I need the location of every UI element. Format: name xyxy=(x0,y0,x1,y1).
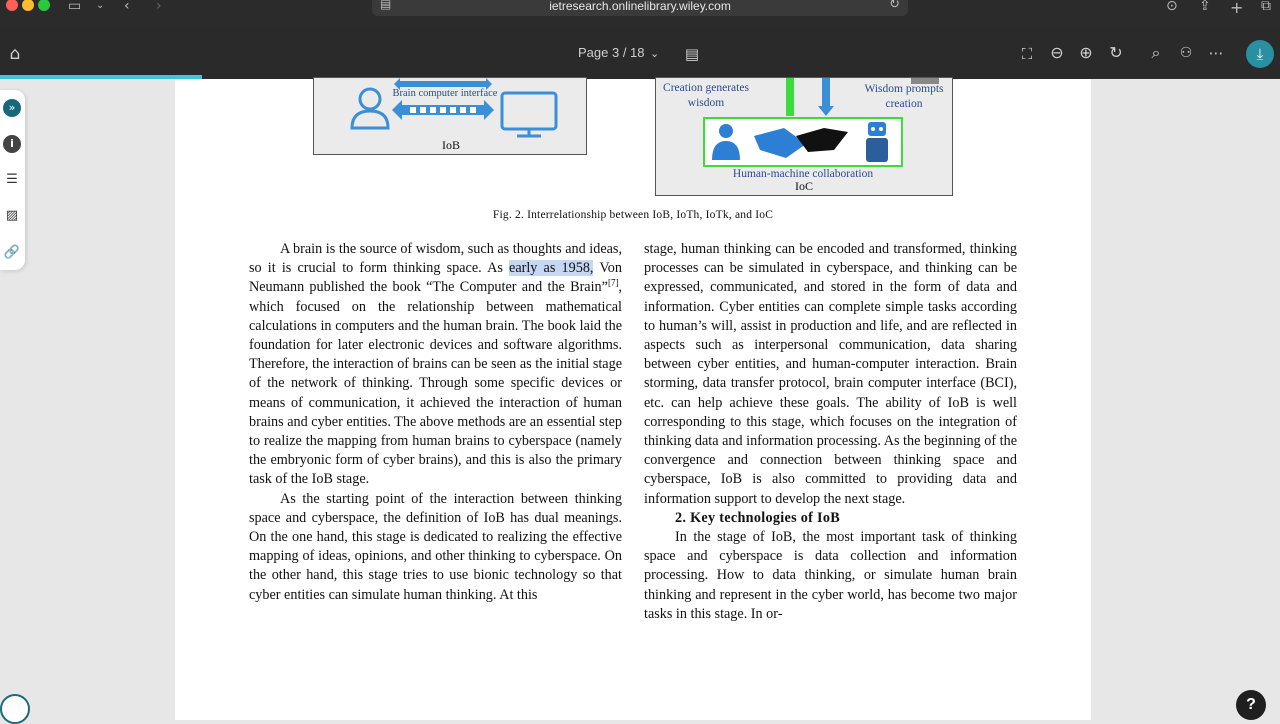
page-indicator[interactable]: Page 3 / 18 xyxy=(578,45,645,60)
search-icon[interactable]: ⌕ xyxy=(1151,43,1161,62)
tab-overview-icon[interactable]: ⧉ xyxy=(1261,0,1271,14)
left-text-column xyxy=(249,240,622,605)
pdf-page xyxy=(175,79,1091,720)
reading-progress-bar xyxy=(0,75,202,79)
highlighted-text[interactable]: early as 1958, xyxy=(509,260,594,277)
figure-wisdom-label xyxy=(854,82,954,112)
close-window-button[interactable] xyxy=(6,0,18,11)
paragraph-text: , which focused on the relationship between mathematical calculations in computers and the human brain. The book laid the foundation for later electronic devices and software algorithms. Therefore, the interaction of brains can be seen as the initial stage of the network of thinking. Through some specific devices or means of communication, it achieved the interaction of human brains and cyber entities. The above methods are an essential step to realize the mapping from human brains to cyberspace (namely the embryonic form of cyber brains), and this is also the primary task of the IoB stage. xyxy=(249,279,622,488)
link-icon[interactable]: 🔗 xyxy=(3,245,21,260)
downloads-icon[interactable]: ⊙ xyxy=(1166,0,1178,14)
page-view-icon[interactable]: ▤ xyxy=(684,45,700,63)
figure-bci-label: Brain computer interface xyxy=(392,88,498,99)
paragraph xyxy=(249,240,622,490)
figure-creation-label xyxy=(656,81,756,111)
left-rail xyxy=(0,90,25,270)
paragraph: In the stage of IoB, the most important task of thinking space and cyberspace is data collection and information processing. How to data thinking, or simulate human brain thinking and represent in the cyber world, has become two major tasks in this stage. In or- xyxy=(644,529,1017,622)
paragraph-text: A brain is the source of wisdom, such as thoughts and ideas, so it is crucial to form thinking space. As xyxy=(249,241,622,277)
address-bar[interactable] xyxy=(372,0,908,16)
figure-iob-label: IoB xyxy=(442,138,460,152)
figure-hmc-label: Human-machine collaboration xyxy=(732,168,874,180)
creation-label-text: Creation generates wisdom xyxy=(663,82,749,109)
forward-arrow-icon[interactable]: › xyxy=(156,0,162,14)
home-icon[interactable]: ⌂ xyxy=(9,44,21,64)
page-menu-icon[interactable]: ▤ xyxy=(380,0,392,11)
back-arrow-icon[interactable]: ‹ xyxy=(124,0,130,14)
more-options-icon[interactable]: ⋯ xyxy=(1208,44,1224,62)
paragraph: As the starting point of the interaction between thinking space and cyberspace, the definition of IoB has dual meanings. On the one hand, this stage is dedicated to realizing the effective mapping of ideas, opinions, and other thinking to cyberspace. On the other hand, this stage tries to use bionic technology so that cyber entities can simulate human thinking. At this xyxy=(249,490,622,603)
browser-titlebar xyxy=(0,0,1280,28)
paragraph-text: Von Neumann published the book “The Computer and the Brain” xyxy=(249,260,622,296)
rotate-icon[interactable]: ↻ xyxy=(1109,43,1123,62)
url-text: ietresearch.onlinelibrary.wiley.com xyxy=(549,0,731,13)
right-text-column xyxy=(644,240,1017,624)
wisdom-label-text: Wisdom prompts creation xyxy=(864,83,944,110)
outline-list-icon[interactable]: ☰ xyxy=(6,172,18,187)
zoom-out-icon[interactable]: ⊖ xyxy=(1050,43,1064,62)
figures-image-icon[interactable]: ▨ xyxy=(5,208,19,223)
expand-panel-icon[interactable]: » xyxy=(3,99,21,117)
minimize-window-button[interactable] xyxy=(22,0,34,11)
figure-ioc-box xyxy=(655,77,953,196)
fullscreen-icon[interactable]: ⛶ xyxy=(1021,45,1033,63)
zoom-window-button[interactable] xyxy=(38,0,50,11)
share-users-icon[interactable]: ⚇ xyxy=(1179,45,1193,61)
info-icon[interactable]: i xyxy=(3,135,21,153)
sidebar-toggle-icon[interactable]: ▭ xyxy=(68,0,82,14)
chevron-down-icon[interactable]: ⌄ xyxy=(650,47,660,60)
figure-iob-box xyxy=(313,77,587,155)
zoom-in-icon[interactable]: ⊕ xyxy=(1079,43,1093,62)
section-heading: 2. Key technologies of IoB xyxy=(675,509,841,526)
download-icon[interactable]: ⤓ xyxy=(1246,40,1274,68)
figure-ioc-label: IoC xyxy=(795,179,813,193)
figure-caption: Fig. 2. Interrelationship between IoB, IoTh, IoTk, and IoC xyxy=(492,209,774,221)
new-tab-icon[interactable]: + xyxy=(1230,0,1244,17)
paragraph: stage, human thinking can be encoded and transformed, thinking processes can be simulated in cyberspace, and thinking can be expressed, communicated, and stored in the form of data and information. Cyber entities can complete simple tasks according to human’s will, assist in production and life, and are reflected in aspects such as interpersonal communication, data sharing between cyber entities, and human-computer interaction. Brain storming, data transfer protocol, brain computer interface (BCI), etc. can help achieve these goals. The ability of IoB is well corresponding to this stage, which focuses on the integration of thinking data and information processing. As the beginning of the convergence and connection between thinking space and cyberspace, IoB is also committed to providing data and information support to develop the next stage. xyxy=(644,241,1017,507)
pdf-toolbar xyxy=(0,28,1280,79)
chevron-down-icon[interactable]: ⌄ xyxy=(96,0,105,11)
reload-icon[interactable]: ↻ xyxy=(889,0,900,12)
citation-link[interactable]: [7] xyxy=(607,277,619,288)
help-icon[interactable]: ? xyxy=(1236,690,1266,720)
share-icon[interactable]: ⇪ xyxy=(1199,0,1211,14)
